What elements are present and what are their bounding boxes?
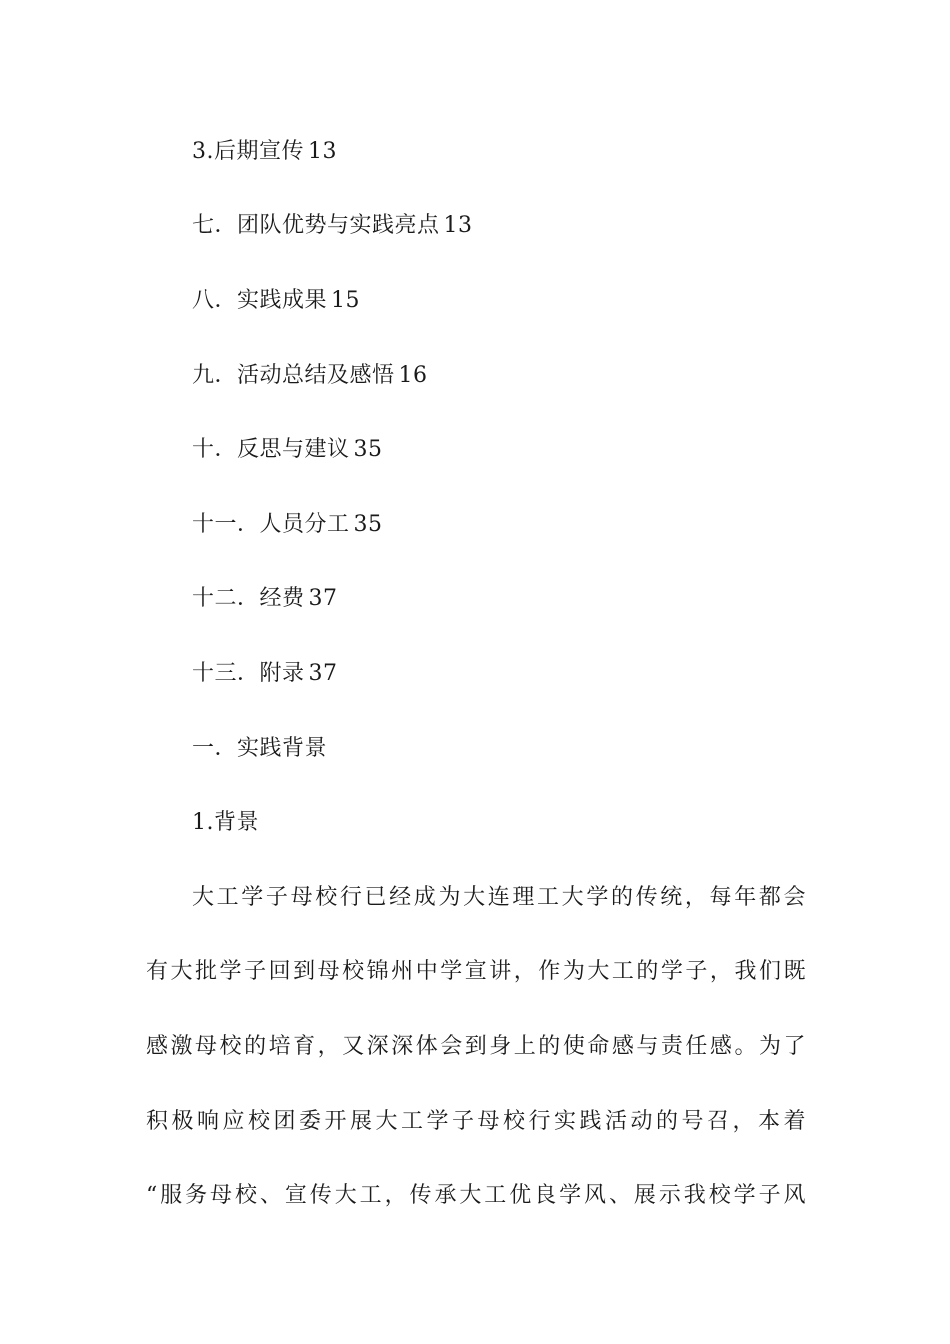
paragraph-line: 积极响应校团委开展大工学子母校行实践活动的号召，本着 (146, 1109, 806, 1134)
paragraph-line: 大工学子母校行已经成为大连理工大学的传统，每年都会 (192, 885, 806, 910)
toc-entry (192, 362, 428, 390)
toc-entry-label: 十．反思与建议 (192, 437, 350, 462)
toc-entry-page: 16 (398, 363, 428, 388)
toc-entry (192, 511, 383, 539)
paragraph-line: “服务母校、宣传大工，传承大工优良学风、展示我校学子风 (146, 1183, 806, 1208)
toc-entry (192, 585, 338, 613)
toc-entry-label: 十二．经费 (192, 586, 305, 611)
toc-entry-label: 十三．附录 (192, 661, 305, 686)
toc-entry (192, 660, 338, 688)
section-heading: 一．实践背景 (192, 736, 328, 761)
toc-entry-label: 九．活动总结及感悟 (192, 363, 395, 388)
toc-entry-page: 15 (331, 288, 361, 313)
paragraph-line: 有大批学子回到母校锦州中学宣讲，作为大工的学子，我们既 (146, 959, 806, 984)
toc-entry-page: 35 (353, 437, 383, 462)
toc-entry-label: 十一．人员分工 (192, 512, 350, 537)
toc-entry-page: 35 (353, 512, 383, 537)
toc-entry (192, 436, 383, 464)
toc-entry-page: 13 (308, 139, 337, 164)
toc-entry-label: 七．团队优势与实践亮点 (192, 213, 440, 238)
paragraph-line: 感激母校的培育，又深深体会到身上的使命感与责任感。为了 (146, 1034, 806, 1059)
toc-entry-label: 3.后期宣传 (192, 139, 304, 164)
toc-entry-label: 八．实践成果 (192, 288, 328, 313)
toc-entry (192, 138, 337, 166)
toc-entry-page: 37 (308, 586, 338, 611)
toc-entry-page: 37 (308, 661, 338, 686)
subsection-heading: 1.背景 (192, 810, 259, 835)
toc-entry-page: 13 (443, 213, 473, 238)
toc-entry (192, 212, 473, 240)
toc-entry (192, 287, 360, 315)
